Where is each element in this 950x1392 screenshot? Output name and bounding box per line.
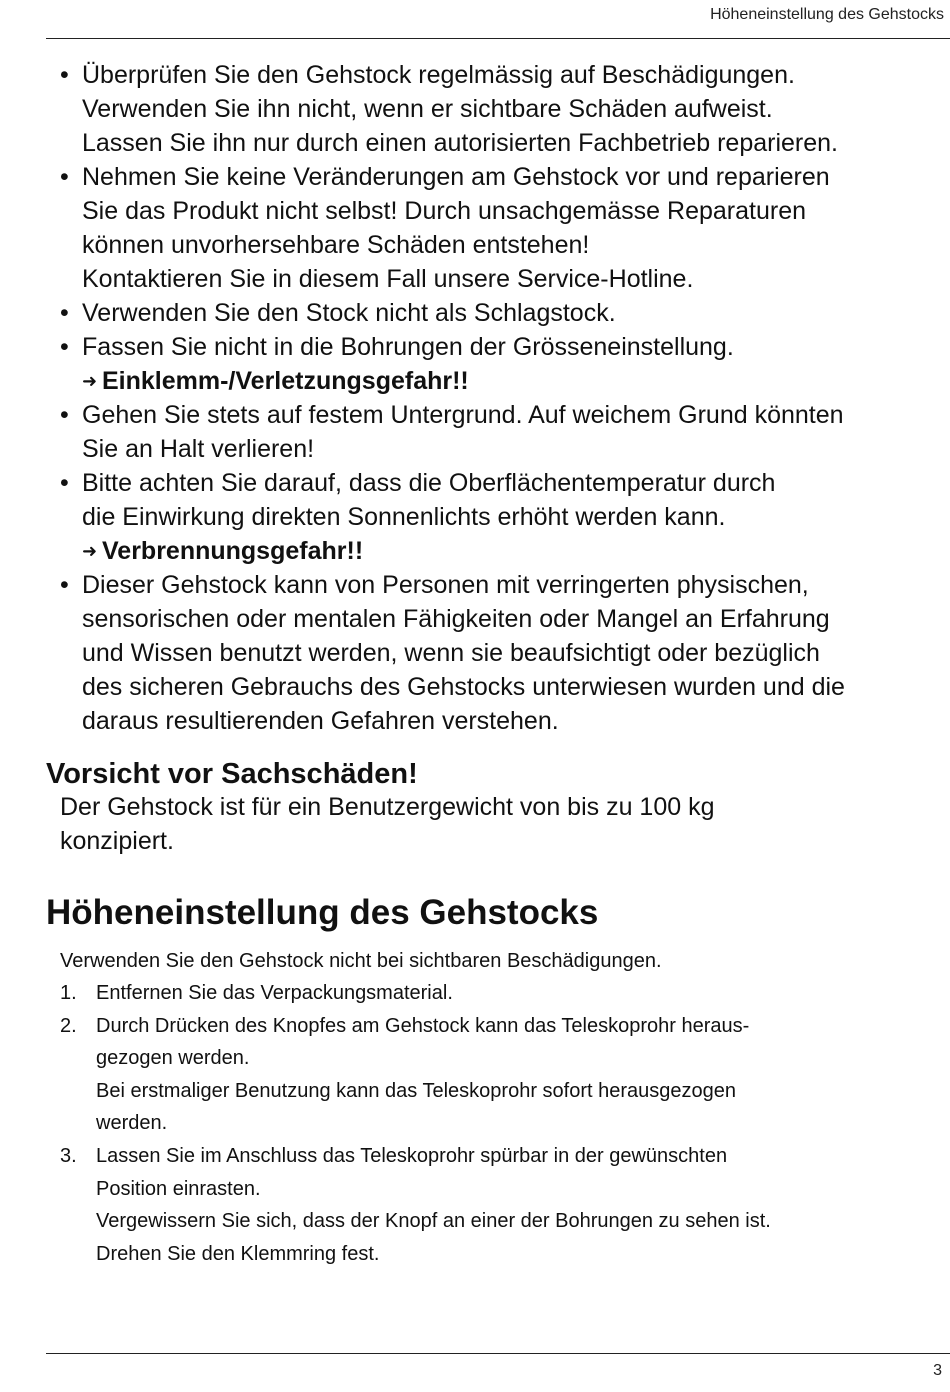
arrow-right-icon: ➜ <box>82 371 98 391</box>
warning-text: Einklemm-/Verletzungsgefahr!! <box>102 367 469 395</box>
step-line: Vergewissern Sie sich, dass der Knopf an einer der Bohrungen zu sehen ist. <box>96 1210 771 1233</box>
arrow-right-icon: ➜ <box>82 541 98 561</box>
bullet-line: Sie an Halt verlieren! <box>82 435 315 463</box>
instruction-steps <box>60 977 920 1270</box>
bullet-line: Dieser Gehstock kann von Personen mit verringerten physischen, <box>82 571 809 599</box>
bullet-line: Nehmen Sie keine Veränderungen am Gehstock vor und reparieren <box>82 163 830 191</box>
step-number: 2. <box>60 1014 77 1037</box>
safety-bullet-list <box>60 58 940 738</box>
bullet-item-pinch-hazard <box>60 330 940 398</box>
bullet-item-user-capabilities <box>60 568 940 738</box>
burn-warning <box>82 534 940 568</box>
bullet-dot: • <box>60 61 69 89</box>
step-item <box>60 977 920 1010</box>
step-line: Lassen Sie im Anschluss das Teleskoprohr spürbar in der gewünschten <box>96 1144 728 1167</box>
bullet-line: Lassen Sie ihn nur durch einen autorisierten Fachbetrieb reparieren. <box>82 129 839 157</box>
step-number: 3. <box>60 1144 77 1167</box>
bullet-line: daraus resultierenden Gefahren verstehen. <box>82 707 559 735</box>
section-heading: Höheneinstellung des Gehstocks <box>46 893 599 932</box>
bullet-dot: • <box>60 571 69 599</box>
pinch-warning <box>82 364 940 398</box>
warning-text: Verbrennungsgefahr!! <box>102 537 364 565</box>
step-line: werden. <box>96 1112 168 1135</box>
bullet-line: Überprüfen Sie den Gehstock regelmässig auf Beschädigungen. <box>82 61 795 89</box>
bullet-line: Kontaktieren Sie in diesem Fall unsere Service-Hotline. <box>82 265 694 293</box>
page-number: 3 <box>933 1362 942 1379</box>
bullet-item-no-modifications <box>60 160 940 296</box>
bullet-dot: • <box>60 333 69 361</box>
bullet-item-inspect <box>60 58 940 160</box>
bullet-line: Verwenden Sie ihn nicht, wenn er sichtbare Schäden aufweist. <box>82 95 773 123</box>
step-line: Bei erstmaliger Benutzung kann das Teleskoprohr sofort herausgezogen <box>96 1079 737 1102</box>
step-line: Durch Drücken des Knopfes am Gehstock kann das Teleskoprohr heraus- <box>96 1014 750 1037</box>
bullet-dot: • <box>60 299 69 327</box>
section-intro: Verwenden Sie den Gehstock nicht bei sichtbaren Beschädigungen. <box>60 950 662 972</box>
step-line: gezogen werden. <box>96 1047 250 1070</box>
step-number: 1. <box>60 982 77 1004</box>
footer-divider <box>46 1353 950 1354</box>
running-header: Höheneinstellung des Gehstocks <box>710 6 944 23</box>
caution-heading: Vorsicht vor Sachschäden! <box>46 758 418 790</box>
bullet-item-no-weapon <box>60 296 940 330</box>
bullet-dot: • <box>60 163 69 191</box>
header-divider <box>46 38 950 39</box>
bullet-line: die Einwirkung direkten Sonnenlichts erhöht werden kann. <box>82 503 726 531</box>
bullet-line: Sie das Produkt nicht selbst! Durch unsachgemässe Reparaturen <box>82 197 806 225</box>
bullet-line: Verwenden Sie den Stock nicht als Schlagstock. <box>82 299 616 327</box>
bullet-dot: • <box>60 401 69 429</box>
bullet-line: Fassen Sie nicht in die Bohrungen der Grösseneinstellung. <box>82 333 734 361</box>
step-item <box>60 1010 920 1140</box>
bullet-item-firm-ground <box>60 398 940 466</box>
step-line: Drehen Sie den Klemmring fest. <box>96 1242 380 1265</box>
caution-paragraph: Der Gehstock ist für ein Benutzergewicht von bis zu 100 kg konzipiert. <box>60 793 715 855</box>
bullet-dot: • <box>60 469 69 497</box>
bullet-line: können unvorhersehbare Schäden entstehen! <box>82 231 590 259</box>
bullet-line: Gehen Sie stets auf festem Untergrund. Auf weichem Grund könnten <box>82 401 844 429</box>
bullet-line: des sicheren Gebrauchs des Gehstocks unterwiesen wurden und die <box>82 673 845 701</box>
bullet-line: Bitte achten Sie darauf, dass die Oberflächentemperatur durch <box>82 469 776 497</box>
bullet-line: und Wissen benutzt werden, wenn sie beaufsichtigt oder bezüglich <box>82 639 820 667</box>
step-line: Position einrasten. <box>96 1177 261 1200</box>
step-line: Entfernen Sie das Verpackungsmaterial. <box>96 982 453 1004</box>
step-item <box>60 1140 920 1270</box>
bullet-line: sensorischen oder mentalen Fähigkeiten oder Mangel an Erfahrung <box>82 605 830 633</box>
bullet-item-surface-temperature <box>60 466 940 568</box>
